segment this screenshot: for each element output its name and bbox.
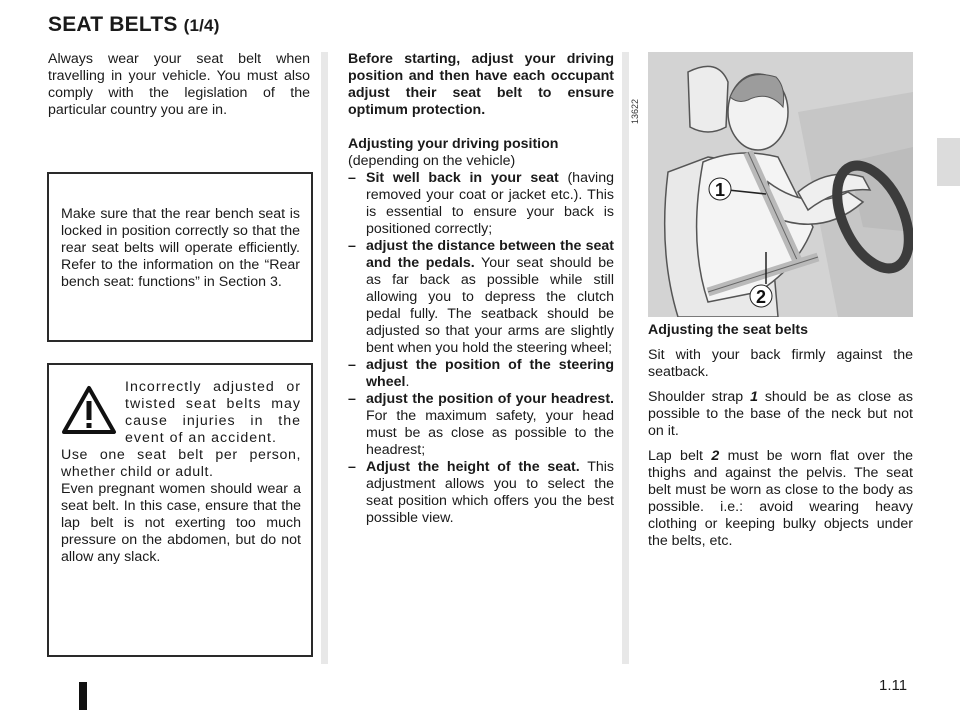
warning-line-3: Even pregnant women should wear a seat belt. In this case, ensure that the lap belt is not exerting too much pressure on the abdomen, but do not allow any slack. [61, 481, 301, 565]
callout-2: 2 [755, 287, 767, 307]
warning-triangle-icon [61, 385, 117, 435]
seat-belt-heading: Adjusting the seat belts [648, 322, 809, 338]
lead-paragraph: Before starting, adjust your driving position and then have each occupant adjust their seat belt to ensure optimum protection. [348, 51, 614, 118]
column-divider [622, 52, 629, 664]
rear-bench-note-box [47, 172, 313, 342]
rear-bench-note: Make sure that the rear bench seat is locked in position correctly so that the rear seat belts will operate efficiently. Refer to the information on the “Rear bench seat: functions” in Section 3. [61, 206, 300, 290]
driving-position-note: (depending on the vehicle) [348, 153, 516, 169]
corner-mark [79, 682, 87, 710]
list-item: – Sit well back in your seat (having removed your coat or jacket etc.). This is essential to ensure your back is positioned correctly; [348, 170, 614, 237]
intro-paragraph: Always wear your seat belt when travelling in your vehicle. You must also comply with the legislation of the particular country you are in. [48, 51, 310, 118]
warning-line-2: Use one seat belt per person, whether child or adult. [61, 447, 301, 480]
list-item: – adjust the position of your headrest. For the maximum safety, your head must be as close as possible to the headrest; [348, 391, 614, 458]
seat-belt-column [648, 322, 913, 558]
list-item: – Adjust the height of the seat. This adjustment allows you to select the seat position which offers you the best possible view. [348, 459, 614, 526]
list-item: – adjust the position of the steering wheel. [348, 357, 614, 390]
warning-line-1: Incorrectly adjusted or twisted seat belts may cause injuries in the event of an accident. [125, 379, 301, 446]
callout-1: 1 [714, 180, 726, 200]
section-tab [937, 138, 960, 186]
list-item: – adjust the distance between the seat and the pedals. Your seat should be as far back as possible while still allowing you to depress the clutch pedal fully. The seatback should be adjusted so that your arms are slightly bent when you hold the steering wheel; [348, 238, 614, 356]
seat-belt-paragraph-2: Shoulder strap 1 should be as close as possible to the base of the neck but not on it. [648, 389, 913, 439]
page-title [48, 13, 220, 37]
figure-id: 13622 [630, 98, 640, 124]
title-part: (1/4) [183, 16, 220, 35]
column-divider [321, 52, 328, 664]
driving-position-column [348, 51, 614, 527]
title-main: SEAT BELTS [48, 13, 178, 36]
seat-belt-paragraph-3: Lap belt 2 must be worn flat over the thighs and against the pelvis. The seat belt must be worn as close to the body as possible. i.e.: avoid wearing heavy clothing or keeping bulky objects under the belts, etc. [648, 448, 913, 549]
driver-illustration [648, 52, 913, 317]
seat-belt-paragraph-1: Sit with your back firmly against the seatback. [648, 347, 913, 380]
seat-belt-illustration [648, 52, 913, 317]
driving-position-heading: Adjusting your driving position [348, 136, 559, 152]
warning-box [47, 363, 313, 657]
page-number: 1.11 [879, 677, 908, 694]
